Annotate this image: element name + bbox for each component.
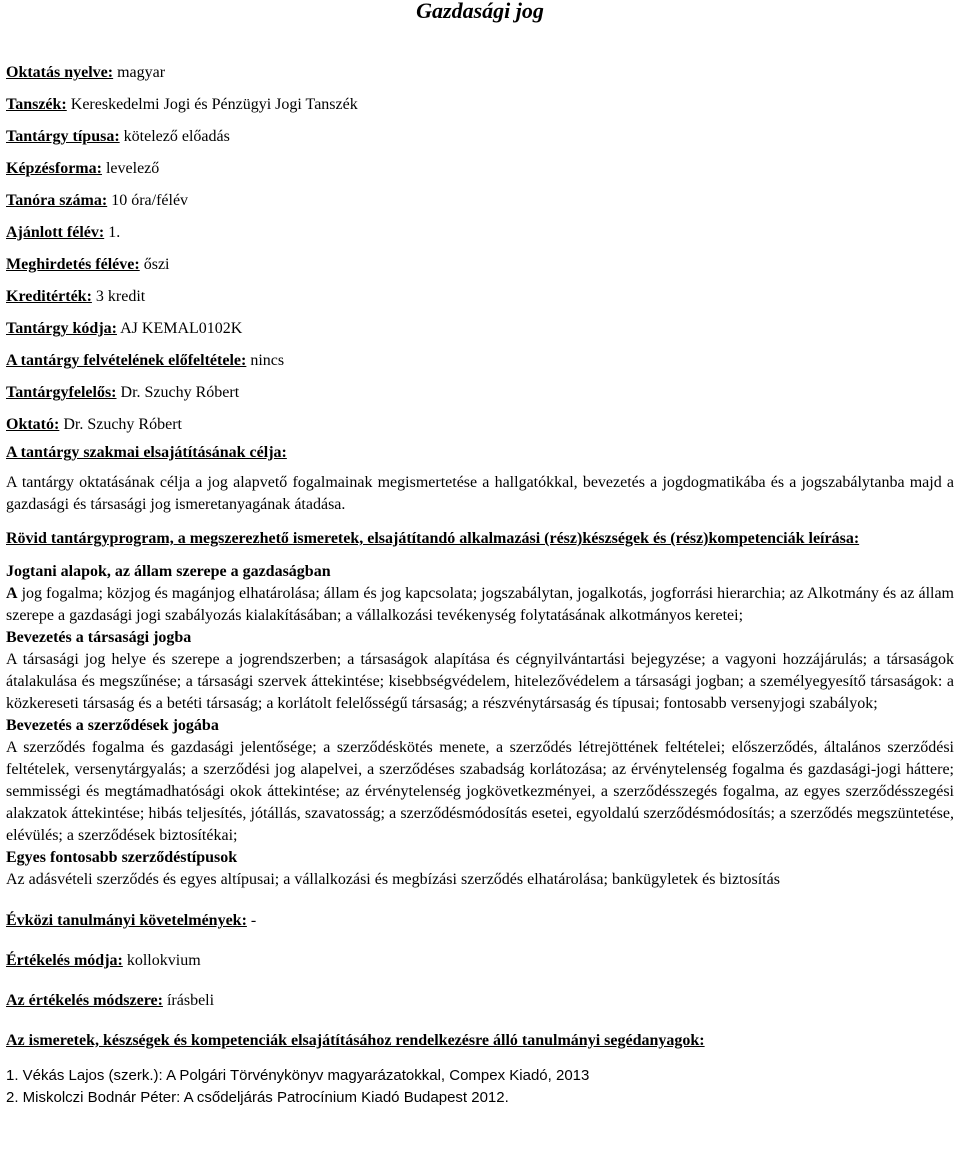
meta-recommended-semester xyxy=(6,222,954,254)
topic-text xyxy=(6,583,954,627)
meta-value: 3 kredit xyxy=(91,288,146,305)
meta-label: Képzésforma: xyxy=(6,160,102,177)
topic-lead: A xyxy=(6,585,18,602)
meta-label: Meghirdetés féléve: xyxy=(6,256,140,273)
meta-prerequisite xyxy=(6,350,954,382)
meta-label: Tantárgy típusa: xyxy=(6,128,120,145)
meta-value: nincs xyxy=(246,352,285,369)
materials-heading: Az ismeretek, készségek és kompetenciák elsajátításához rendelkezésre álló tanulmányi segédanyagok: xyxy=(6,1032,705,1049)
topic-block xyxy=(6,715,954,847)
evaluation-row xyxy=(6,950,954,972)
meta-value: kötelező előadás xyxy=(119,128,230,145)
method-value: írásbeli xyxy=(162,992,215,1009)
requirements-label: Évközi tanulmányi követelmények: xyxy=(6,912,247,929)
meta-value: Kereskedelmi Jogi és Pénzügyi Jogi Tanszék xyxy=(66,96,358,113)
meta-language xyxy=(6,62,954,94)
meta-value: Dr. Szuchy Róbert xyxy=(116,384,240,401)
meta-label: Tantárgy kódja: xyxy=(6,320,117,337)
meta-label: Kreditérték: xyxy=(6,288,92,305)
evaluation-label: Értékelés módja: xyxy=(6,952,123,969)
meta-label: Oktató: xyxy=(6,416,60,433)
meta-department xyxy=(6,94,954,126)
topic-heading: Bevezetés a szerződések jogába xyxy=(6,717,219,734)
goal-heading: A tantárgy szakmai elsajátításának célja: xyxy=(6,444,287,461)
meta-label: Tantárgyfelelős: xyxy=(6,384,117,401)
document-title: Gazdasági jog xyxy=(416,0,544,23)
meta-value: 10 óra/félév xyxy=(107,192,189,209)
requirements-value: - xyxy=(246,912,257,929)
meta-label: Ajánlott félév: xyxy=(6,224,105,241)
topic-text: A társasági jog helye és szerepe a jogrendszerben; a társaságok alapítása és cégnyilvántartási bejegyzése; a vagyoni hozzájárulás; a társaságok átalakulása és megszűnése; a társasági szervek áttekintése; kisebbségvédelem, hitelezővédelem a társasági jogban; a személyegyesítő társaságok: a közkereseti társaság és a betéti társaság; a korlátolt felelősségű társaság; a részvénytársaság és típusai; fontosabb versenyjogi szabályok; xyxy=(6,651,954,712)
topic-text: A szerződés fogalma és gazdasági jelentősége; a szerződéskötés menete, a szerződés létrejöttének feltételei; előszerződés, általános szerződési feltételek, versenytárgyalás; a szerződési jog alapelvei, a szerződéses szabadság korlátozása; az érvénytelenség fogalma és gazdasági-jogi háttere; semmisségi és megtámadhatósági okok áttekintése; az érvénytelenség jogkövetkezményei, a szerződésszegés fogalma, az egyes szerződésszegési alakzatok áttekintése; hibás teljesítés, jótállás, szavatosság; a szerződésmódosítás esetei, egyoldalú szerződésmódosítás; a szerződés megszüntetése, elévülés; a szerződések biztosítékai; xyxy=(6,739,954,844)
topic-block xyxy=(6,627,954,715)
meta-announcement-semester xyxy=(6,254,954,286)
material-item: 1. Vékás Lajos (szerk.): A Polgári Törvénykönyv magyarázatokkal, Compex Kiadó, 2013 xyxy=(6,1067,590,1084)
meta-label: A tantárgy felvételének előfeltétele: xyxy=(6,352,247,369)
evaluation-value: kollokvium xyxy=(122,952,201,969)
meta-instructor xyxy=(6,414,954,440)
topic-heading: Egyes fontosabb szerződéstípusok xyxy=(6,849,238,866)
course-metadata xyxy=(6,62,954,440)
meta-label: Tanóra száma: xyxy=(6,192,108,209)
meta-training-form xyxy=(6,158,954,190)
topic-block xyxy=(6,561,954,627)
document-page xyxy=(6,0,954,1109)
material-item: 2. Miskolczi Bodnár Péter: A csődeljárás Patrocínium Kiadó Budapest 2012. xyxy=(6,1089,509,1106)
method-row xyxy=(6,990,954,1012)
goal-text: A tantárgy oktatásának célja a jog alapvető fogalmainak megismertetése a hallgatókkal, bevezetés a jogdogmatikába és a jogszabálytanba majd a gazdasági és társasági jog ismeretanyagának átadása. xyxy=(6,474,954,513)
meta-course-type xyxy=(6,126,954,158)
materials-list xyxy=(6,1065,954,1109)
requirements-row xyxy=(6,910,954,932)
topic-text: Az adásvételi szerződés és egyes altípusai; a vállalkozási és megbízási szerződés elhatárolása; bankügyletek és biztosítás xyxy=(6,871,780,888)
meta-value: őszi xyxy=(139,256,170,273)
meta-value: 1. xyxy=(104,224,121,241)
program-heading: Rövid tantárgyprogram, a megszerezhető ismeretek, elsajátítandó alkalmazási (rész)készségek és (rész)kompetenciák leírása: xyxy=(6,530,860,547)
meta-responsible xyxy=(6,382,954,414)
meta-value: Dr. Szuchy Róbert xyxy=(59,416,182,433)
meta-label: Oktatás nyelve: xyxy=(6,64,114,81)
method-label: Az értékelés módszere: xyxy=(6,992,163,1009)
topic-heading: Jogtani alapok, az állam szerepe a gazdaságban xyxy=(6,563,331,580)
meta-hours xyxy=(6,190,954,222)
meta-value: magyar xyxy=(113,64,166,81)
meta-course-code xyxy=(6,318,954,350)
topic-block xyxy=(6,847,954,891)
meta-label: Tanszék: xyxy=(6,96,67,113)
topic-body: jog fogalma; közjog és magánjog elhatárolása; állam és jog kapcsolata; jogszabálytan, jogalkotás, jogforrási hierarchia; az Alkotmány és az állam szerepe a gazdasági jogi szabályozás kialakításában; a vállalkozási tevékenység folytatásának alkotmányos keretei; xyxy=(6,585,954,624)
topic-heading: Bevezetés a társasági jogba xyxy=(6,629,192,646)
meta-value: AJ KEMAL0102K xyxy=(116,320,243,337)
program-topics xyxy=(6,561,954,891)
meta-value: levelező xyxy=(101,160,160,177)
meta-credits xyxy=(6,286,954,318)
